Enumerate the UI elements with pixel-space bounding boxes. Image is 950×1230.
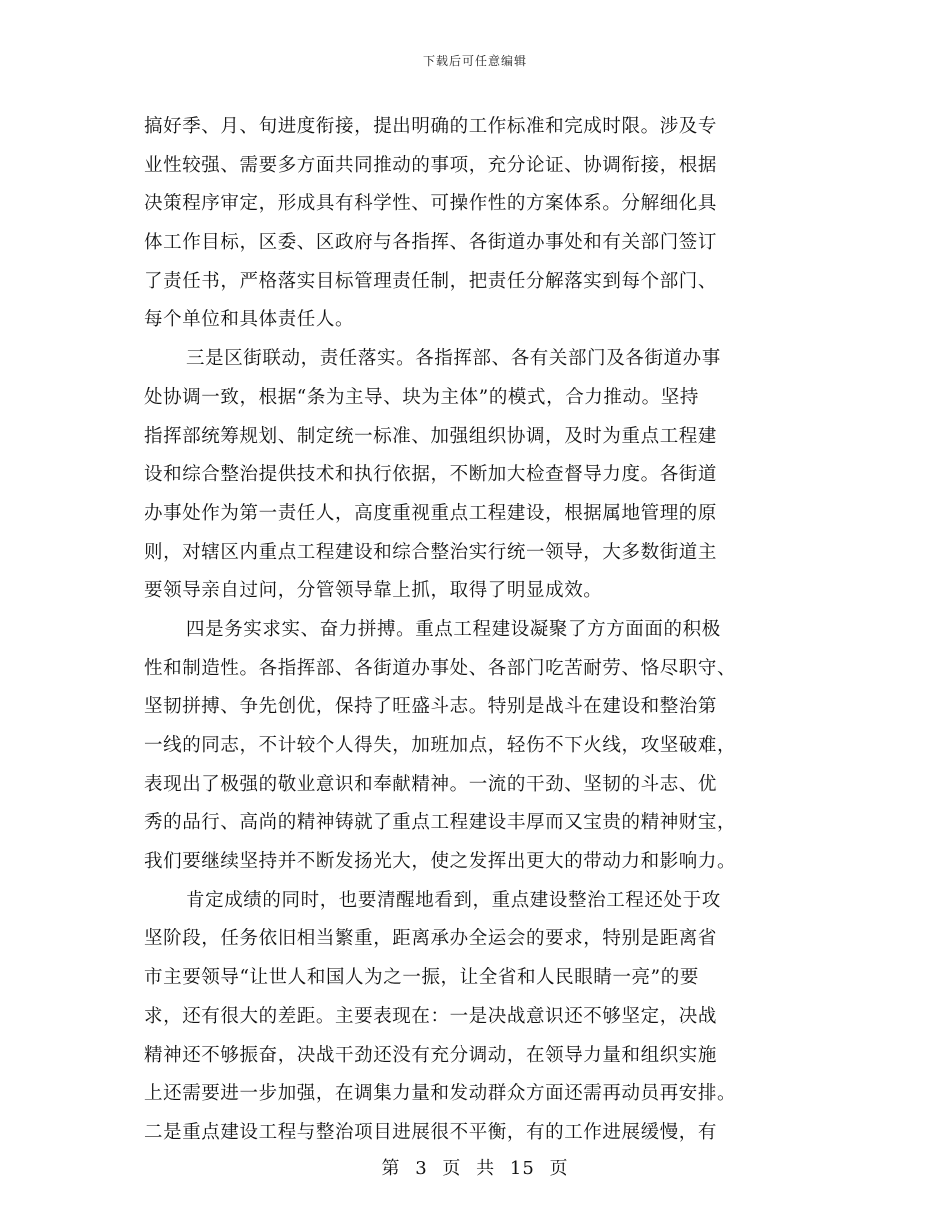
text-line: 上还需要进一步加强，在调集力量和发动群众方面还需再动员再安排。 bbox=[144, 1083, 737, 1105]
text-line: 指挥部统筹规划、制定统一标准、加强组织协调，及时为重点工程建 bbox=[144, 425, 718, 447]
text-line: 市主要领导“让世人和国人为之一振，让全省和人民眼睛一亮”的要 bbox=[144, 967, 699, 989]
text-line: 精神还不够振奋，决战干劲还没有充分调动，在领导力量和组织实施 bbox=[144, 1044, 718, 1066]
paragraph-start-line: 三是区街联动，责任落实。各指挥部、各有关部门及各街道办事 bbox=[186, 348, 721, 370]
footer-prefix: 第 bbox=[381, 1158, 401, 1179]
document-body bbox=[144, 108, 804, 1153]
text-line: 要领导亲自过问，分管领导靠上抓，取得了明显成效。 bbox=[144, 580, 603, 602]
text-line: 处协调一致，根据“条为主导、块为主体”的模式，合力推动。坚持 bbox=[144, 386, 699, 408]
current-page-number: 3 bbox=[415, 1158, 428, 1179]
text-line: 业性较强、需要多方面共同推动的事项，充分论证、协调衔接，根据 bbox=[144, 154, 718, 176]
text-line: 一线的同志，不计较个人得失，加班加点，轻伤不下火线，攻坚破难， bbox=[144, 735, 737, 756]
footer-page-word: 页 bbox=[442, 1158, 462, 1179]
paragraph-start-line: 肯定成绩的同时，也要清醒地看到，重点建设整治工程还处于攻 bbox=[186, 889, 721, 911]
footer-total-label: 共 bbox=[476, 1158, 496, 1179]
paragraph-start-line: 四是务实求实、奋力拼搏。重点工程建设凝聚了方方面面的积极 bbox=[186, 618, 721, 640]
text-line: 求，还有很大的差距。主要表现在：一是决战意识还不够坚定，决战 bbox=[144, 1005, 718, 1027]
text-line: 性和制造性。各指挥部、各街道办事处、各部门吃苦耐劳、恪尽职守、 bbox=[144, 657, 737, 679]
text-line: 搞好季、月、旬进度衔接，提出明确的工作标准和完成时限。涉及专 bbox=[144, 116, 718, 137]
text-line: 我们要继续坚持并不断发扬光大，使之发挥出更大的带动力和影响力。 bbox=[144, 851, 737, 873]
text-line: 则，对辖区内重点工程建设和综合整治实行统一领导，大多数街道主 bbox=[144, 541, 718, 563]
text-line: 表现出了极强的敬业意识和奉献精神。一流的干劲、坚韧的斗志、优 bbox=[144, 773, 718, 795]
text-line: 办事处作为第一责任人，高度重视重点工程建设，根据属地管理的原 bbox=[144, 502, 718, 524]
text-line: 体工作目标，区委、区政府与各指挥、各街道办事处和有关部门签订 bbox=[144, 232, 718, 254]
page-header: 下载后可任意编辑 bbox=[422, 54, 527, 68]
text-line: 二是重点建设工程与整治项目进展很不平衡，有的工作进展缓慢，有 bbox=[144, 1121, 718, 1143]
text-line: 设和综合整治提供技术和执行依据，不断加大检查督导力度。各街道 bbox=[144, 464, 718, 486]
page-footer bbox=[0, 1154, 950, 1180]
text-line: 了责任书，严格落实目标管理责任制，把责任分解落实到每个部门、 bbox=[144, 270, 718, 292]
total-page-count: 15 bbox=[509, 1158, 535, 1179]
footer-suffix: 页 bbox=[549, 1158, 569, 1179]
text-line: 秀的品行、高尚的精神铸就了重点工程建设丰厚而又宝贵的精神财宝， bbox=[144, 812, 737, 834]
text-line: 每个单位和具体责任人。 bbox=[144, 309, 355, 331]
text-line: 决策程序审定，形成具有科学性、可操作性的方案体系。分解细化具 bbox=[144, 193, 718, 215]
text-line: 坚韧拼搏、争先创优，保持了旺盛斗志。特别是战斗在建设和整治第 bbox=[144, 696, 718, 718]
text-line: 坚阶段，任务依旧相当繁重，距离承办全运会的要求，特别是距离省 bbox=[144, 928, 718, 950]
